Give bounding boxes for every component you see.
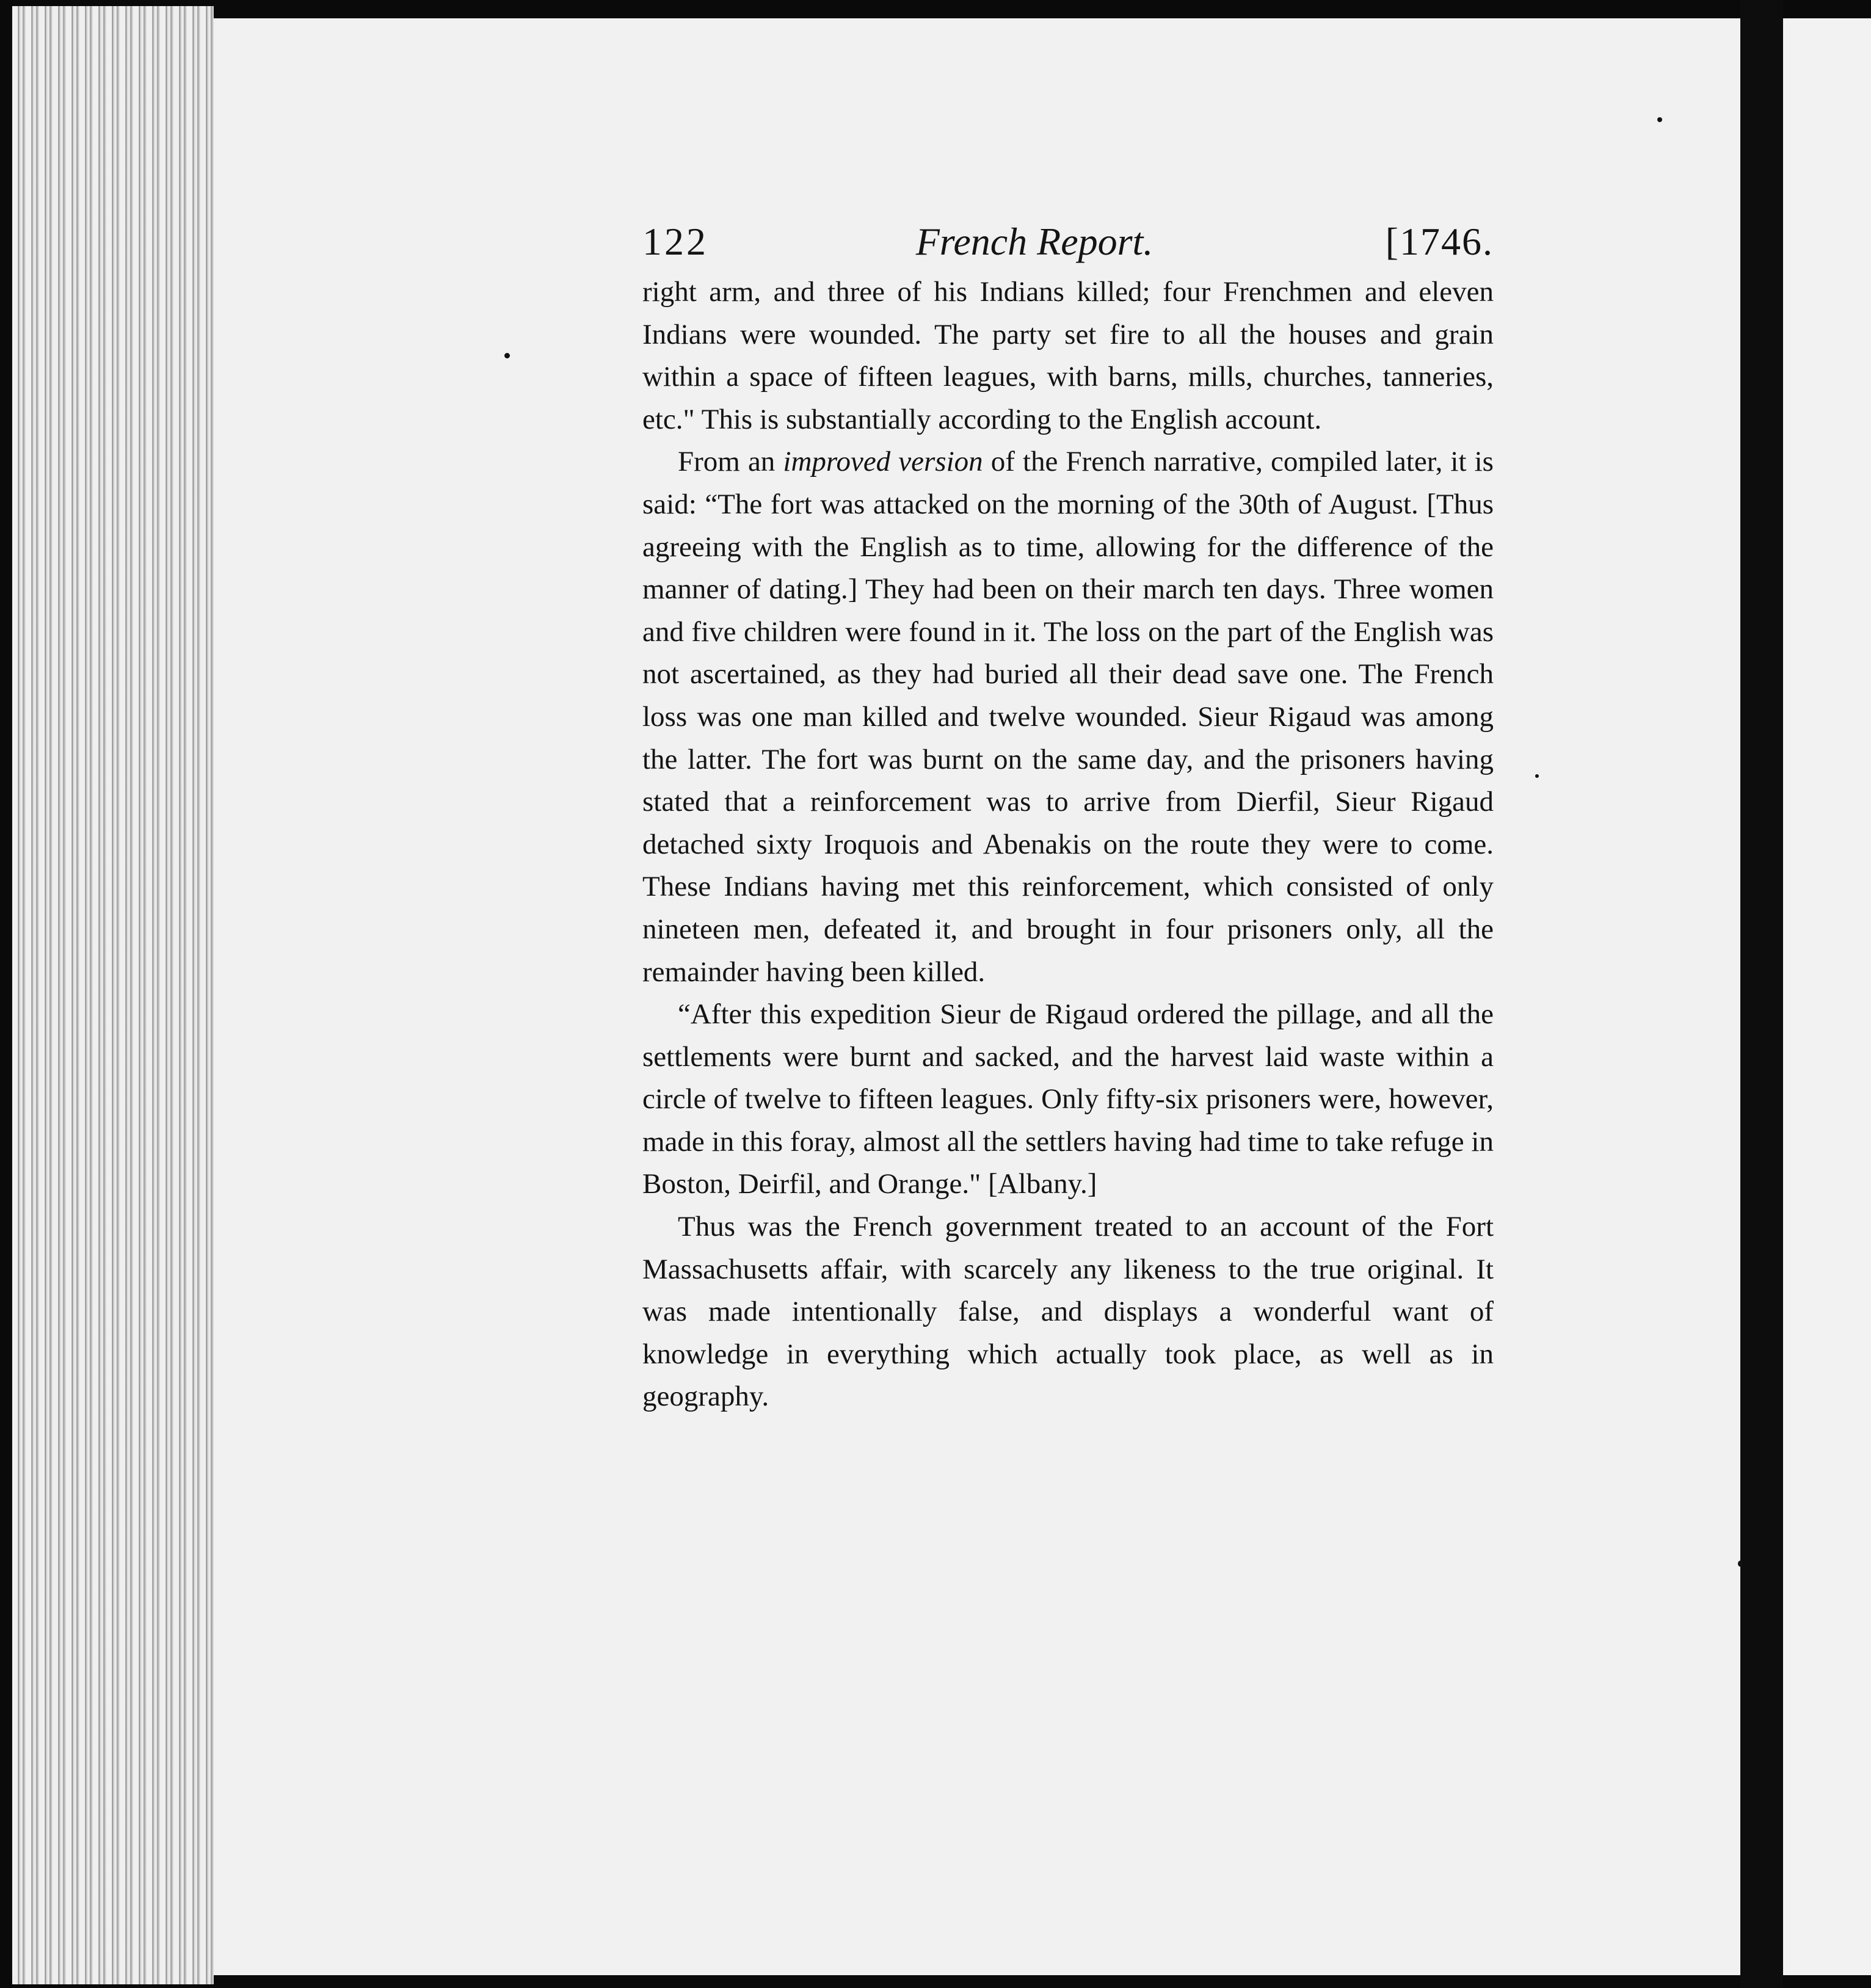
paragraph [642, 441, 1494, 993]
running-head [642, 212, 1494, 271]
paragraph [642, 993, 1494, 1206]
running-year: [1746. [1385, 220, 1494, 263]
ink-speck [1535, 774, 1539, 778]
paragraph-text: right arm, and three of his Indians killed; four Frenchmen and eleven Indians were wounded. The party set fire to all the houses and grain within a space of fifteen leagues, with barns, mills, churches, tanneries, etc." This is substantially according to the English account. [642, 276, 1494, 435]
paragraph-text: “After this expedition Sieur de Rigaud ordered the pillage, and all the settlements were burnt and sacked, and the harvest laid waste within a circle of twelve to fifteen leagues. Only fifty-six prisoners were, however, made in this foray, almost all the settlers having had time to take refuge in Boston, Deirfil, and Orange." [Albany.] [642, 998, 1494, 1200]
paragraph [642, 271, 1494, 441]
italic-phrase: improved version [783, 446, 983, 478]
gutter-shadow [1740, 0, 1783, 1988]
running-title: French Report. [915, 220, 1153, 263]
paragraph-text: From an [678, 446, 783, 478]
page-number: 122 [642, 220, 708, 263]
paragraph-text: Thus was the French government treated to an account of the Fort Massachusetts affair, with scarcely any likeness to the true original. It was made intentionally false, and displays a wonderful want of knowledge in everything which actually took place, as well as in geography. [642, 1211, 1494, 1413]
ink-speck [504, 353, 510, 358]
ink-speck [1657, 117, 1662, 122]
book-page-edges [12, 6, 214, 1984]
ink-speck [1738, 1561, 1743, 1567]
paragraph-text: of the French narrative, compiled later, it is said: “The fort was attacked on the morning of the 30th of August. [Thus agreeing with the English as to time, allowing for the difference of the manner of dating.] They had been on their march ten days. Three women and five children were found in it. The loss on the part of the English was not ascertained, as they had buried all their dead save one. The French loss was one man killed and twelve wounded. Sieur Rigaud was among the latter. The fort was burnt on the same day, and the prisoners having stated that a reinforcement was to arrive from Dierfil, Sieur Rigaud detached sixty Iroquois and Abenakis on the route they were to come. These Indians having met this reinforcement, which consisted of only nineteen men, defeated it, and brought in four prisoners only, all the remainder having been killed. [642, 446, 1494, 988]
body-text [642, 271, 1494, 1418]
paragraph [642, 1206, 1494, 1418]
page-text-block [642, 212, 1494, 1418]
facing-page-edge [1783, 18, 1871, 1975]
